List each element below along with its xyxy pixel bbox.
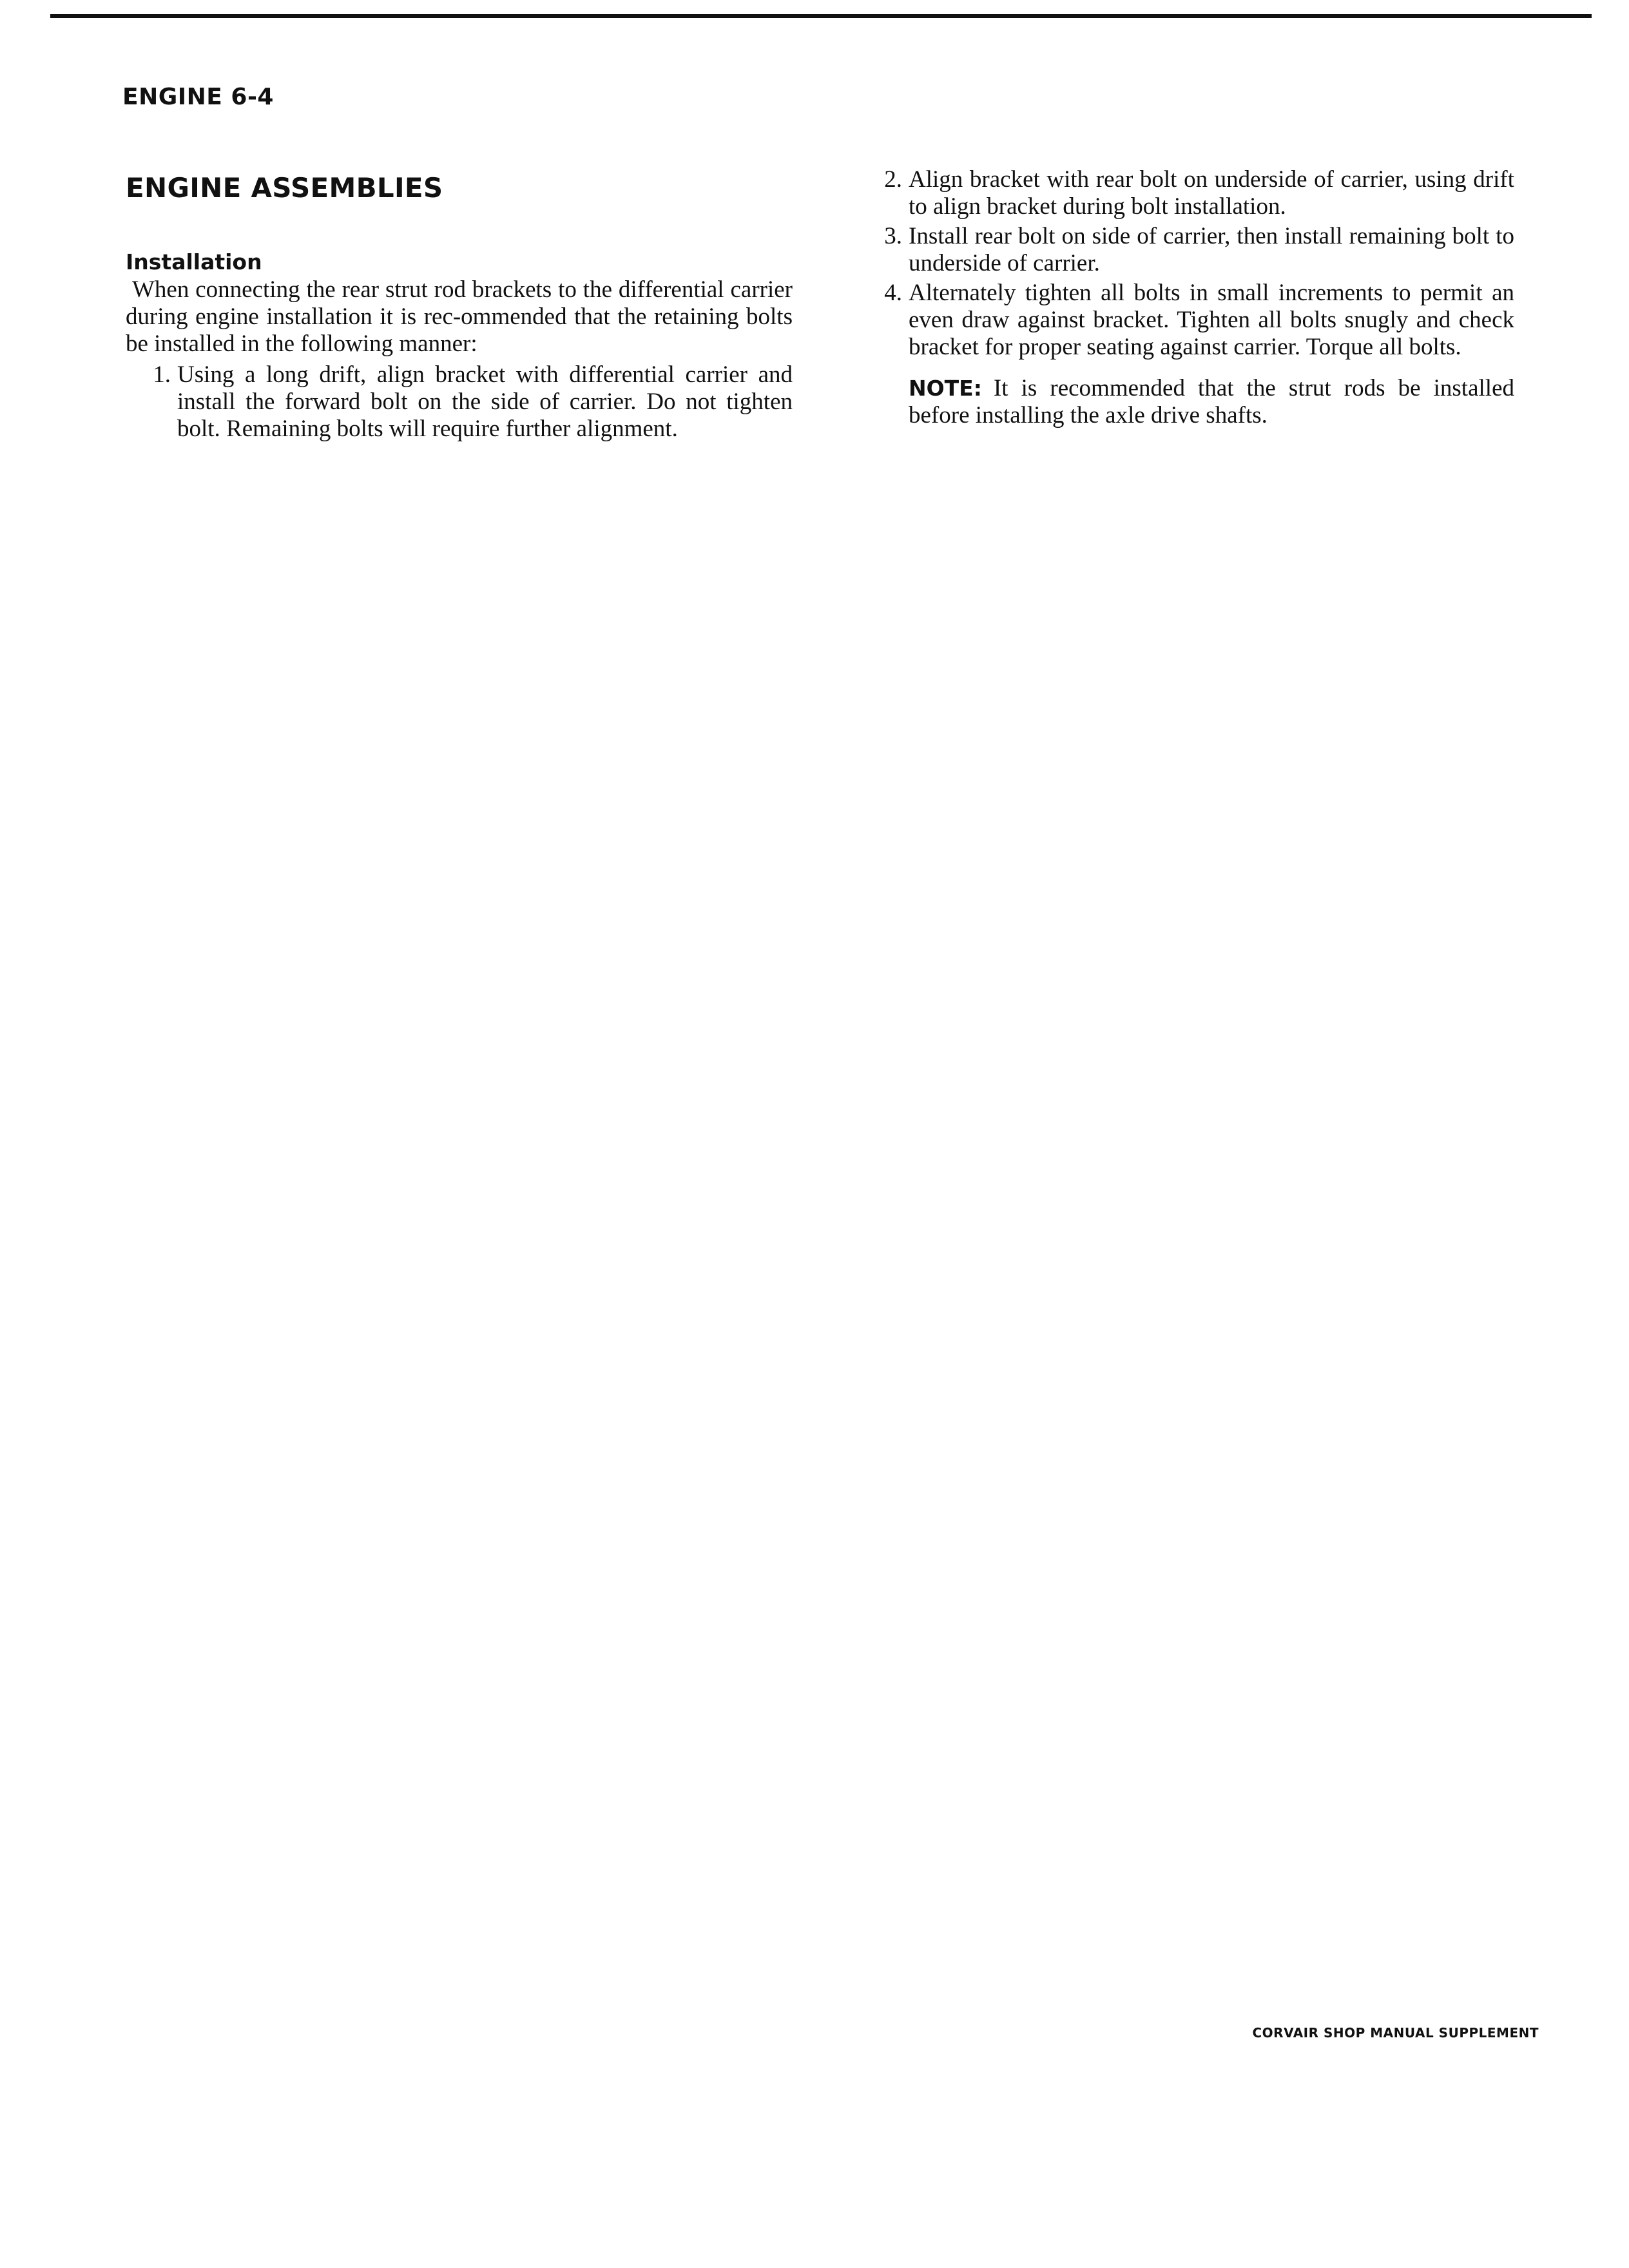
page-header: ENGINE 6-4 — [122, 84, 274, 110]
intro-paragraph: When connecting the rear strut rod brackets to the differential carrier during engine installation it is rec-ommended that the retaining bolts be installed in the following manner: — [126, 276, 793, 357]
step-text: Using a long drift, align bracket with differential carrier and install the forward bolt on the side of carrier. Do not tighten bolt. Remaining bolts will require further alignment. — [177, 361, 793, 442]
left-column — [126, 164, 793, 445]
right-column — [857, 166, 1514, 429]
step-2 — [857, 166, 1514, 220]
note-label: NOTE: — [909, 376, 982, 401]
section-title: ENGINE ASSEMBLIES — [126, 172, 443, 204]
step-1 — [126, 361, 793, 443]
step-text: Align bracket with rear bolt on underside of carrier, using drift to align bracket during bolt installation. — [909, 166, 1514, 220]
step-text: Install rear bolt on side of carrier, then install remaining bolt to underside of carrier. — [909, 223, 1514, 276]
step-number: 3. — [884, 223, 902, 249]
note-block — [857, 375, 1514, 429]
step-number: 1. — [153, 361, 171, 388]
top-rule — [50, 14, 1592, 18]
step-text: Alternately tighten all bolts in small increments to permit an even draw against bracket. Tighten all bolts snugly and check bracket for proper seating against carrier. Torque all bolts. — [909, 280, 1514, 360]
step-3 — [857, 223, 1514, 277]
page-footer: CORVAIR SHOP MANUAL SUPPLEMENT — [1252, 2025, 1539, 2041]
step-4 — [857, 280, 1514, 361]
step-number: 4. — [884, 280, 902, 306]
subsection-title: Installation — [126, 249, 262, 274]
step-number: 2. — [884, 166, 902, 193]
note-text: It is recommended that the strut rods be installed before installing the axle drive shafts. — [909, 375, 1514, 428]
